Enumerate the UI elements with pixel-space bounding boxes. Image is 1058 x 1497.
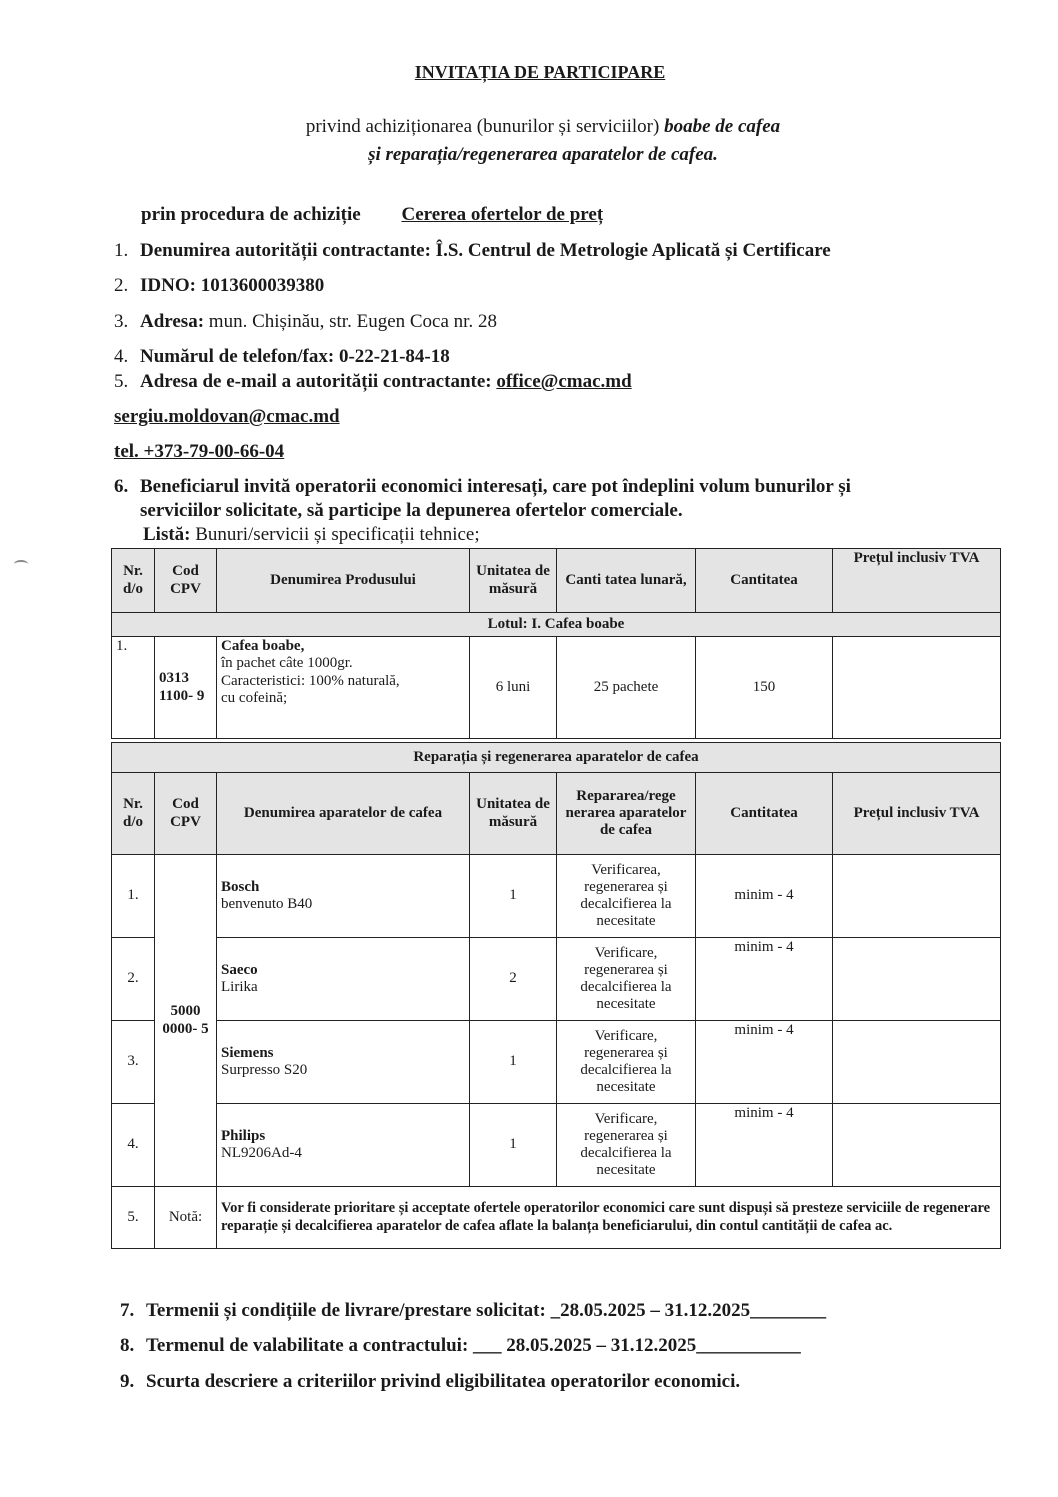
item-8-number: 8. — [120, 1335, 135, 1356]
device-model: Surpresso S20 — [221, 1062, 308, 1078]
item-3-number: 3. — [114, 311, 129, 332]
product-line-3: Caracteristici: 100% naturală, — [221, 672, 400, 689]
row-device — [217, 1021, 470, 1104]
header-quantity: Cantitatea — [696, 773, 833, 855]
header-monthly: Canti tatea lunară, — [557, 549, 696, 613]
row-nr: 4. — [112, 1104, 155, 1187]
header-quantity: Cantitatea — [696, 549, 833, 613]
row-nr: 3. — [112, 1021, 155, 1104]
row-price — [833, 855, 1001, 938]
product-line-2: în pachet câte 1000gr. — [221, 655, 353, 672]
item-5-number: 5. — [114, 371, 129, 392]
subtitle-emphasis-1: boabe de cafea — [664, 116, 781, 137]
device-brand: Bosch — [221, 878, 260, 895]
goods-table-header — [112, 549, 1001, 613]
document-title: INVITAȚIA DE PARTICIPARE — [414, 62, 666, 82]
lot-row — [112, 613, 1001, 637]
table-row — [112, 938, 1001, 1021]
subtitle-line-2: și reparația/regenerarea aparatelor de cafea. — [368, 144, 718, 165]
row-work: Verificarea, regenerarea și decalcifierea la necesitate — [557, 855, 696, 938]
row-quantity: minim - 4 — [696, 938, 833, 1021]
header-price: Prețul inclusiv TVA — [833, 549, 1001, 613]
item-6-text-1: Beneficiarul invită operatorii economici interesați, care pot îndeplini volum bunurilor și — [140, 476, 851, 497]
item-3-value: mun. Chișinău, str. Eugen Coca nr. 28 — [208, 311, 497, 332]
row-quantity: minim - 4 — [696, 1104, 833, 1187]
row-nr: 2. — [112, 938, 155, 1021]
header-repair: Repararea/rege nerarea aparatelor de cafea — [557, 773, 696, 855]
device-model: Lirika — [221, 979, 258, 995]
item-7-label: Termenii și condițiile de livrare/prestare solicitat: — [146, 1300, 546, 1321]
services-table-header — [112, 773, 1001, 855]
device-model: benvenuto B40 — [221, 896, 313, 912]
header-cpv: Cod CPV — [155, 773, 217, 855]
row-price — [833, 637, 1001, 739]
row-monthly: 25 pachete — [557, 637, 696, 739]
header-unit: Unitatea de măsură — [470, 773, 557, 855]
subtitle-prefix: privind achiziționarea (bunurilor și serviciilor) — [305, 116, 660, 137]
procedure-value: Cererea ofertelor de preț — [401, 204, 604, 225]
item-1-label: Denumirea autorității contractante: — [140, 240, 431, 261]
item-3-label: Adresa: — [140, 311, 205, 332]
services-table — [111, 742, 1001, 1249]
row-device — [217, 1104, 470, 1187]
item-8-label: Termenul de valabilitate a contractului: — [146, 1335, 469, 1356]
row-product — [217, 637, 470, 739]
row-unit: 1 — [470, 1021, 557, 1104]
services-section-title: Reparația și regenerarea aparatelor de cafea — [112, 743, 1001, 773]
header-product: Denumirea Produsului — [217, 549, 470, 613]
item-5 — [114, 371, 632, 393]
row-unit: 1 — [470, 855, 557, 938]
row-cpv: 0313 1100- 9 — [155, 637, 217, 739]
phone-mobile: tel. +373-79-00-66-04 — [114, 441, 285, 462]
note-nr: 5. — [112, 1187, 155, 1249]
row-price — [833, 938, 1001, 1021]
table-row — [112, 1021, 1001, 1104]
header-device: Denumirea aparatelor de cafea — [217, 773, 470, 855]
goods-table — [111, 548, 1001, 739]
email-office-link[interactable]: office@cmac.md — [496, 371, 632, 392]
item-1-value: Î.S. Centrul de Metrologie Aplicată și Certificare — [435, 240, 831, 261]
item-3 — [114, 311, 497, 333]
item-2 — [114, 275, 324, 297]
item-6-number: 6. — [114, 476, 129, 497]
device-brand: Siemens — [221, 1044, 274, 1061]
row-price — [833, 1021, 1001, 1104]
row-quantity: minim - 4 — [696, 1021, 833, 1104]
item-2-number: 2. — [114, 275, 129, 296]
item-1 — [114, 240, 831, 262]
row-device — [217, 855, 470, 938]
item-9 — [120, 1371, 740, 1393]
row-nr: 1. — [112, 637, 155, 739]
list-value: Bunuri/servicii și specificații tehnice; — [195, 524, 480, 545]
table-row — [112, 637, 1001, 739]
procedure-line — [141, 204, 603, 226]
device-model: NL9206Ad-4 — [221, 1145, 302, 1161]
item-4-label: Numărul de telefon/fax: — [140, 346, 335, 367]
item-5-label: Adresa de e-mail a autorității contractante: — [140, 371, 492, 392]
item-9-label: Scurta descriere a criteriilor privind eligibilitatea operatorilor economici. — [146, 1371, 741, 1392]
list-label: Listă: — [143, 524, 191, 545]
table-row — [112, 855, 1001, 938]
header-nr: Nr. d/o — [112, 773, 155, 855]
item-7-number: 7. — [120, 1300, 135, 1321]
item-6-line-1 — [114, 476, 851, 498]
list-line — [143, 524, 480, 546]
row-device — [217, 938, 470, 1021]
item-1-number: 1. — [114, 240, 129, 261]
subtitle-line-1 — [0, 116, 1058, 138]
row-quantity: minim - 4 — [696, 855, 833, 938]
item-6-text-2: serviciilor solicitate, să participe la depunerea ofertelor comerciale. — [140, 500, 683, 521]
row-work: Verificare, regenerarea și decalcifierea la necesitate — [557, 1104, 696, 1187]
device-brand: Saeco — [221, 961, 258, 978]
row-quantity: 150 — [696, 637, 833, 739]
item-8-value: ___ 28.05.2025 – 31.12.2025___________ — [473, 1335, 801, 1356]
note-row — [112, 1187, 1001, 1249]
lot-title: Lotul: I. Cafea boabe — [112, 613, 1001, 637]
item-2-label: IDNO: — [140, 275, 196, 296]
row-work: Verificare, regenerarea și decalcifierea la necesitate — [557, 1021, 696, 1104]
item-4-value: 0-22-21-84-18 — [338, 346, 450, 367]
item-7-value: _28.05.2025 – 31.12.2025________ — [550, 1300, 827, 1321]
device-brand: Philips — [221, 1127, 266, 1144]
table-row — [112, 1104, 1001, 1187]
row-work: Verificare, regenerarea și decalcifierea la necesitate — [557, 938, 696, 1021]
header-nr: Nr. d/o — [112, 549, 155, 613]
note-text: Vor fi considerate prioritare și acceptate ofertele operatorilor economici care sunt dispuși să presteze serviciile de regenerare reparație și decalcifierea aparatelor de cafea aflate la balanța beneficiarului, din contul cantității de cafea ac. — [217, 1187, 1001, 1249]
note-label: Notă: — [155, 1187, 217, 1249]
header-unit: Unitatea de măsură — [470, 549, 557, 613]
item-4-number: 4. — [114, 346, 129, 367]
services-section-row — [112, 743, 1001, 773]
item-2-value: 1013600039380 — [200, 275, 325, 296]
row-unit: 2 — [470, 938, 557, 1021]
email-secondary-link[interactable]: sergiu.moldovan@cmac.md — [114, 406, 340, 427]
scan-mark — [14, 560, 28, 568]
row-cpv: 5000 0000- 5 — [155, 855, 217, 1187]
item-7 — [120, 1300, 826, 1322]
row-unit: 6 luni — [470, 637, 557, 739]
item-9-number: 9. — [120, 1371, 135, 1392]
item-8 — [120, 1335, 801, 1357]
header-cpv: Cod CPV — [155, 549, 217, 613]
row-unit: 1 — [470, 1104, 557, 1187]
product-title: Cafea boabe, — [221, 638, 305, 654]
row-price — [833, 1104, 1001, 1187]
row-nr: 1. — [112, 855, 155, 938]
header-price: Prețul inclusiv TVA — [833, 773, 1001, 855]
item-4 — [114, 346, 450, 368]
product-line-4: cu cofeină; — [221, 689, 288, 706]
procedure-label: prin procedura de achiziție — [141, 204, 361, 225]
